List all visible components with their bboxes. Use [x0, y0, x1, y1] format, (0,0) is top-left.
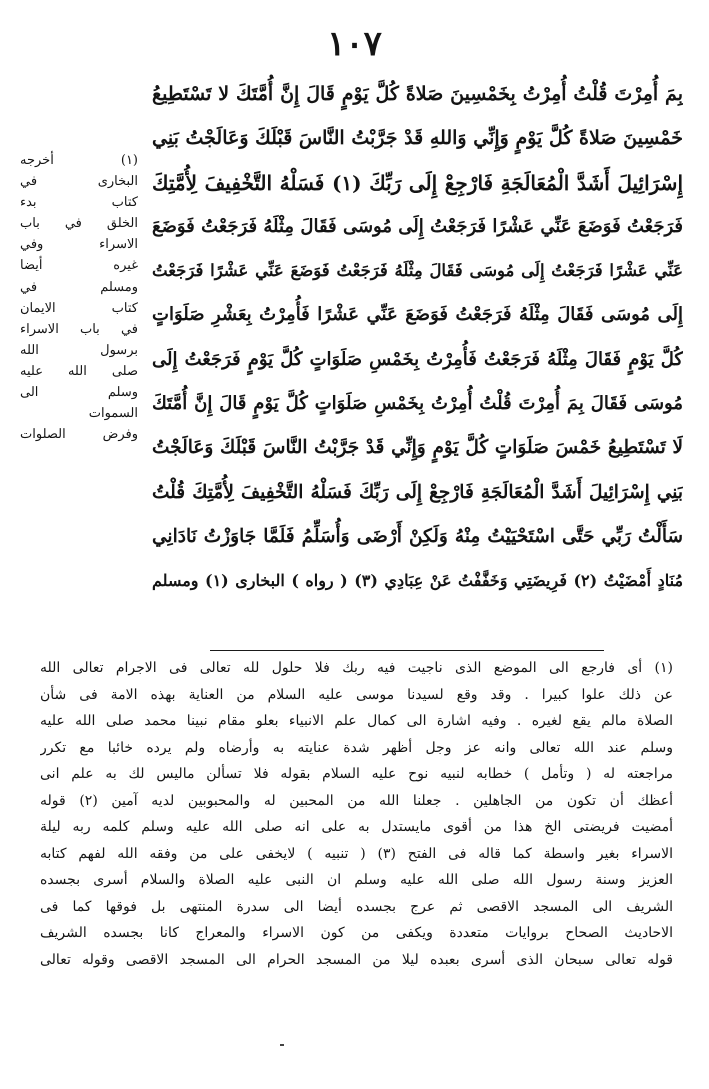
footnote-divider [210, 650, 604, 651]
main-text-line: فَرَجَعْتُ فَوَضَعَ عَنِّي عَشْرًا فَرَجَعْتُ إِلَى مُوسَى فَقَالَ مِثْلَهُ فَرَجَعْتُ فَوَضَعَ [152, 215, 683, 237]
main-text-line: إِسْرَائِيلَ أَشَدَّ الْمُعَالَجَةِ فَارْجِعْ إِلَى رَبِّكَ (١) فَسَلْهُ التَّخْفِيفَ لِأُمَّتِكَ [152, 170, 683, 195]
main-text-line: مُوسَى فَقَالَ بِمَ أُمِرْتَ قُلْتُ أُمِرْتُ بِخَمْسِ صَلَوَاتٍ كُلَّ يَوْمٍ قَالَ إِنَّ أُمَّتَكَ [152, 393, 683, 415]
main-text [152, 72, 683, 604]
margin-note-line: كتاب بدء [20, 195, 138, 211]
margin-note-line: وسلم الى [20, 385, 138, 401]
margin-note-line: وفرض الصلوات [20, 427, 138, 443]
page-mark [280, 1044, 284, 1046]
footnote-line: وسلم عند الله تعالى وانه عز وجل أظهر شدة عنايته به وأرضاه ولم يرده خائبا مع تكرر [40, 739, 673, 756]
footnote-line: عن ذلك علوا كبيرا . وقد وقع لسيدنا موسى عليه السلام من العناية بهذه الامة فى شأن [40, 686, 673, 703]
main-text-line: خَمْسِينَ صَلاةً كُلَّ يَوْمٍ وَإِنِّي وَاللهِ قَدْ جَرَّبْتُ النَّاسَ قَبْلَكَ وَعَالَجْتُ بَنِي [152, 127, 683, 150]
margin-note-line: في باب الاسراء [20, 321, 138, 337]
margin-note-line: برسول الله [20, 342, 138, 358]
footnote-line: أمضيت فريضتى الخ هذا من أقوى مايستدل به على انه صلى الله عليه وسلم كلمه ربه ليلة [40, 819, 673, 835]
margin-note-line: الاسراء وفي [20, 237, 138, 253]
footnotes [40, 655, 673, 973]
footnote-line: (١) أى فارجع الى الموضع الذى ناجيت فيه ربك فلا حلول لله تعالى فى الاجرام تعالى الله [40, 660, 673, 676]
main-text-line: بِمَ أُمِرْتَ قُلْتُ أُمِرْتُ بِخَمْسِينَ صَلاةً كُلَّ يَوْمٍ قَالَ إِنَّ أُمَّتَكَ لا تَسْتَطِيعُ [152, 83, 683, 105]
margin-note-line: كتاب الايمان [20, 300, 138, 316]
main-text-line: مُنَادٍ أَمْضَيْتُ (٢) فَرِيضَتِي وَخَفَّفْتُ عَنْ عِبَادِي (٣) ( رواه ) البخارى (١) ومسلم [152, 571, 683, 591]
footnote-line: الصلاة مالم يقع لغيره . وفيه اشارة الى كمال علم الانبياء بعلو مقام نبينا محمد صلى الله عليه [40, 713, 673, 729]
margin-note-line: السموات [88, 406, 138, 422]
margin-note-line: صلى الله عليه [20, 363, 138, 379]
main-text-line: سَأَلْتُ رَبِّي حَتَّى اسْتَحْيَيْتُ مِنْهُ وَلَكِنْ أَرْضَى وَأُسَلِّمُ فَلَمَّا جَاوَزْتُ نَادَانِي [152, 525, 683, 547]
page-number: ١٠٧ [327, 24, 382, 64]
main-text-line: عَنِّي عَشْرًا فَرَجَعْتُ إِلَى مُوسَى فَقَالَ مِثْلَهُ فَرَجَعْتُ فَوَضَعَ عَنِّي عَشْرًا فَرَجَعْتُ [152, 261, 683, 281]
margin-note-line: غيره أيضا [20, 258, 138, 274]
footnote-line: العزيز وسنة رسول الله صلى الله عليه وسلم ان النبى عليه الصلاة والسلام أسرى بجسده [40, 872, 673, 888]
footnote-line: قوله تعالى سبحان الذى أسرى بعبده ليلا من المسجد الحرام الى المسجد الاقصى وقوله تعالى [40, 951, 673, 968]
main-text-line: بَنِي إِسْرَائِيلَ أَشَدَّ الْمُعَالَجَةِ فَارْجِعْ إِلَى رَبِّكَ فَسَلْهُ التَّخْفِيفَ لِأُمَّتِكَ قُلْتُ [152, 481, 683, 503]
footnote-line: مراجعته له ( وتأمل ) خطابه لنبيه نوح عليه السلام بقوله فلا تسألن ماليس لك به علم انى [40, 766, 673, 782]
main-text-line: كُلَّ يَوْمٍ فَقَالَ مِثْلَهُ فَرَجَعْتُ فَأُمِرْتُ بِخَمْسِ صَلَوَاتٍ كُلَّ يَوْمٍ فَرَجَعْتُ إِلَى [152, 348, 683, 370]
main-text-line: إِلَى مُوسَى فَقَالَ مِثْلَهُ فَرَجَعْتُ فَوَضَعَ عَنِّي عَشْرًا فَأُمِرْتُ بِعَشْرِ صَلَوَاتٍ [152, 304, 683, 326]
footnote-line: أعظك أن تكون من الجاهلين . جعلنا الله من المحبين له والمحبوبين لديه آمين (٢) قوله [40, 792, 673, 809]
margin-note-line: البخارى في [20, 174, 138, 190]
margin-note [20, 150, 138, 445]
margin-note-line: الخلق في باب [20, 216, 138, 232]
main-text-line: لَا تَسْتَطِيعُ خَمْسَ صَلَوَاتٍ كُلَّ يَوْمٍ وَإِنِّي قَدْ جَرَّبْتُ النَّاسَ قَبْلَكَ وَعَالَجْتُ [152, 437, 683, 459]
footnote-line: الاسراء بغير واسطة كما قاله فى الفتح (٣) ( تنبيه ) لايخفى على من وفقه الله لفهم كتابه [40, 845, 673, 862]
margin-note-line: ومسلم في [20, 279, 138, 295]
footnote-line: الاحاديث الصحاح بروايات متعددة ويكفى من كون الاسراء والمعراج كانا بجسده الشريف [40, 925, 673, 941]
margin-note-line: (١) أخرجه [20, 153, 138, 168]
footnote-line: الشريف الى المسجد الاقصى ثم عرج بجسده أيضا الى سدرة المنتهى بل فوقها كما فى [40, 898, 673, 915]
